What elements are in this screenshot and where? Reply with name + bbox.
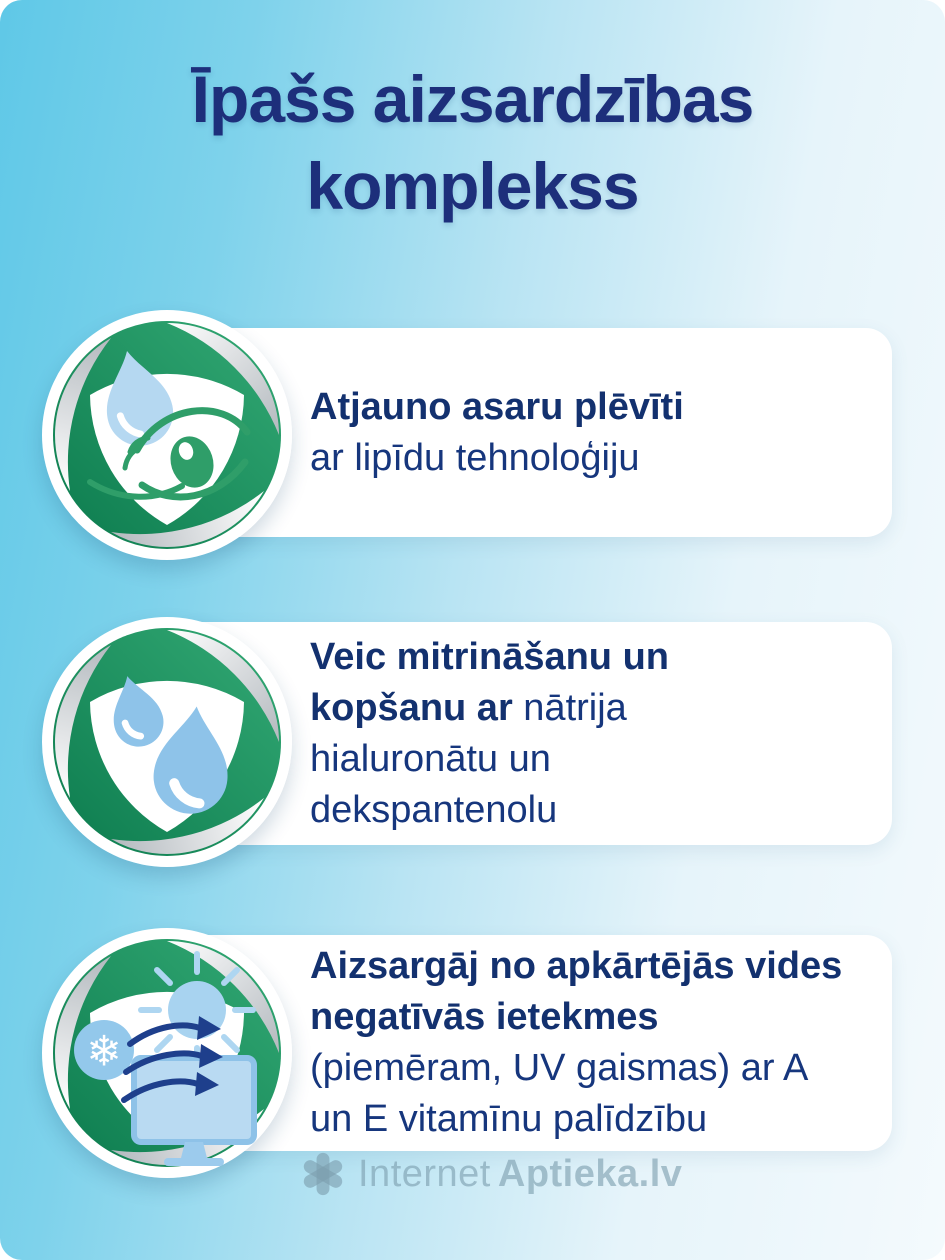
pharmacy-asterisk-icon (300, 1151, 346, 1197)
brand-name-second: Aptieka.lv (497, 1152, 683, 1195)
card-heading: Veic mitrināšanu un kopšanu ar (310, 635, 669, 729)
eye-tear-film-icon (42, 310, 292, 560)
card-heading: Aizsargāj no apkārtējās vides negatīvās ietekmes (310, 945, 843, 1038)
page-title (0, 56, 945, 230)
title-line-1: Īpašs aizsardzības (191, 62, 754, 136)
moisturizing-drops-icon (42, 617, 292, 867)
card-body: ar lipīdu tehnoloģiju (310, 436, 640, 479)
brand-name (358, 1153, 682, 1196)
card-text (310, 632, 790, 836)
brand-name-first: Internet (358, 1152, 491, 1195)
card-body: nātrija hialuronātu un dekspantenolu (310, 686, 627, 831)
svg-text:❄: ❄ (86, 1026, 122, 1076)
title-line-2: komplekss (306, 149, 639, 224)
watermark-logo (300, 1148, 682, 1200)
environment-protection-icon (42, 928, 292, 1178)
card-heading: Atjauno asaru plēvīti (310, 385, 684, 428)
sun-glyph (141, 954, 253, 1066)
card-body: (piemēram, UV gaismas) ar A un E vitamīnu palīdzību (310, 1047, 807, 1140)
